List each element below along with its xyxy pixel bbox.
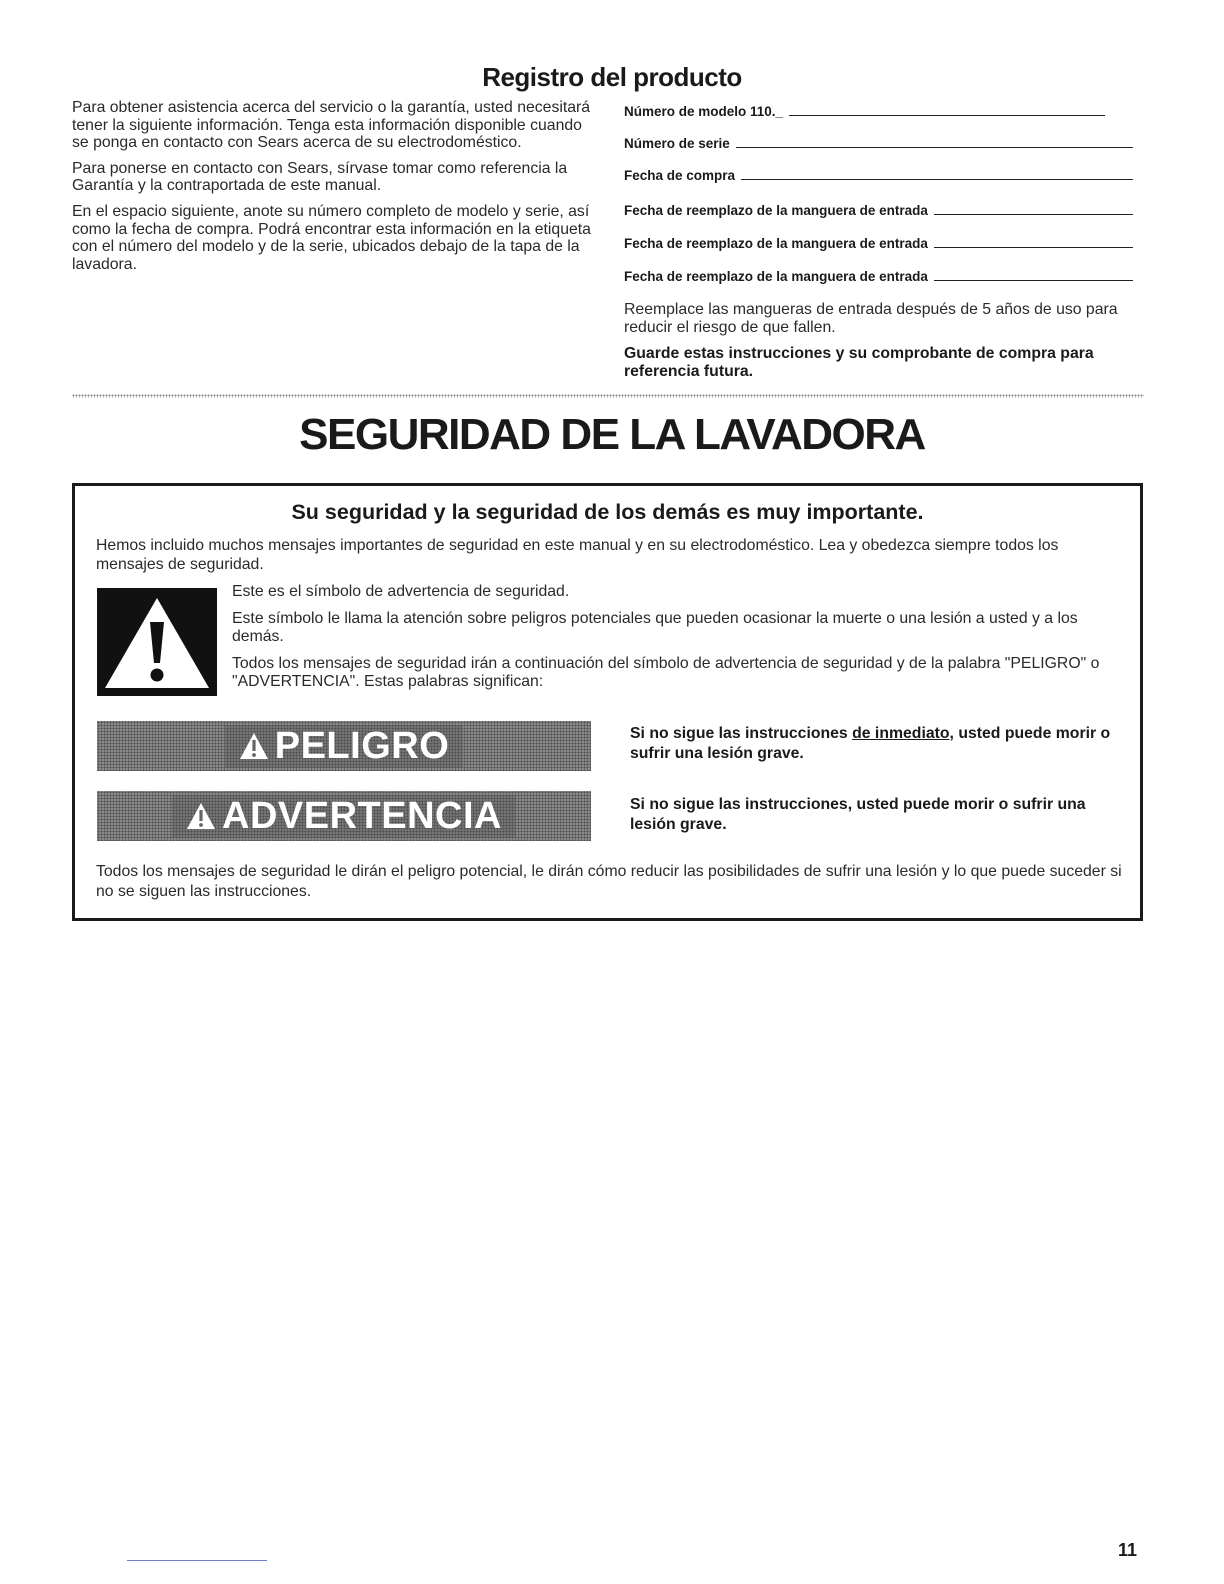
registration-instructions	[72, 99, 602, 281]
registration-title: Registro del producto	[482, 62, 742, 92]
safety-intro: Hemos incluido muchos mensajes importantes de seguridad en este manual y en su electrodoméstico. Lea y obedezca siempre todos los mensajes de seguridad.	[96, 537, 1059, 573]
warning-triangle-icon	[186, 802, 216, 830]
advertencia-description: Si no sigue las instrucciones, usted puede morir o sufrir una lesión grave.	[630, 796, 1086, 833]
hose-replacement-note: Reemplace las mangueras de entrada después de 5 años de uso para reducir el riesgo de que fallen.	[624, 301, 1118, 336]
safety-heading: Su seguridad y la seguridad de los demás es muy importante.	[291, 500, 924, 524]
peligro-signal-bar	[97, 721, 591, 771]
peligro-label: PELIGRO	[274, 724, 450, 767]
peligro-description: Si no sigue las instrucciones de inmediato, usted puede morir o sufrir una lesión grave.	[630, 725, 1111, 762]
purchase-date-field[interactable]	[624, 163, 1133, 183]
field-label: Número de modelo 110._	[624, 104, 784, 119]
safety-title: SEGURIDAD DE LA LAVADORA	[299, 410, 925, 459]
immediately-emphasis: de inmediato	[852, 725, 950, 742]
symbol-line: Todos los mensajes de seguridad irán a continuación del símbolo de advertencia de seguridad y de la palabra "PELIGRO" o "ADVERTENCIA". Estas palabras significan:	[232, 654, 1100, 690]
section-divider	[72, 394, 1144, 398]
warning-triangle-icon	[239, 732, 269, 760]
safety-symbol-explanation	[232, 583, 1122, 700]
field-label: Número de serie	[624, 136, 730, 151]
safety-closing: Todos los mensajes de seguridad le dirán el peligro potencial, le dirán cómo reducir las posibilidades de sufrir una lesión y lo que puede suceder si no se siguen las instrucciones.	[96, 863, 1122, 900]
footer-rule	[127, 1560, 267, 1561]
symbol-line: Este es el símbolo de advertencia de seguridad.	[232, 583, 570, 600]
field-label: Fecha de reemplazo de la manguera de entrada	[624, 203, 928, 218]
hose-replacement-date-field[interactable]	[624, 231, 1133, 251]
symbol-line: Este símbolo le llama la atención sobre peligros potenciales que pueden ocasionar la muerte o una lesión a usted y a los demás.	[232, 609, 1078, 645]
field-label: Fecha de compra	[624, 168, 736, 183]
safety-message-box	[72, 483, 1143, 921]
keep-instructions-note: Guarde estas instrucciones y su comprobante de compra para referencia futura.	[624, 345, 1094, 380]
hose-replacement-date-field[interactable]	[624, 264, 1133, 284]
warning-triangle-icon	[97, 588, 217, 696]
field-label: Fecha de reemplazo de la manguera de entrada	[624, 269, 928, 284]
registration-paragraph: Para ponerse en contacto con Sears, sírvase tomar como referencia la Garantía y la contraportada de este manual.	[72, 159, 568, 195]
model-number-field[interactable]	[624, 99, 1105, 119]
hose-replacement-date-field[interactable]	[624, 198, 1133, 218]
advertencia-signal-bar	[97, 791, 591, 841]
page-number: 11	[1118, 1540, 1138, 1560]
field-label: Fecha de reemplazo de la manguera de entrada	[624, 236, 928, 251]
advertencia-label: ADVERTENCIA	[222, 794, 502, 837]
registration-paragraph: En el espacio siguiente, anote su número completo de modelo y serie, así como la fecha de compra. Podrá encontrar esta información en la etiqueta con el número del modelo y de la serie, ubicados debajo de la tapa de la lavadora.	[72, 202, 591, 273]
registration-paragraph: Para obtener asistencia acerca del servicio o la garantía, usted necesitará tener la siguiente información. Tenga esta información disponible cuando se ponga en contacto con Sears acerca de su electrodoméstico.	[72, 99, 591, 152]
serial-number-field[interactable]	[624, 131, 1133, 151]
